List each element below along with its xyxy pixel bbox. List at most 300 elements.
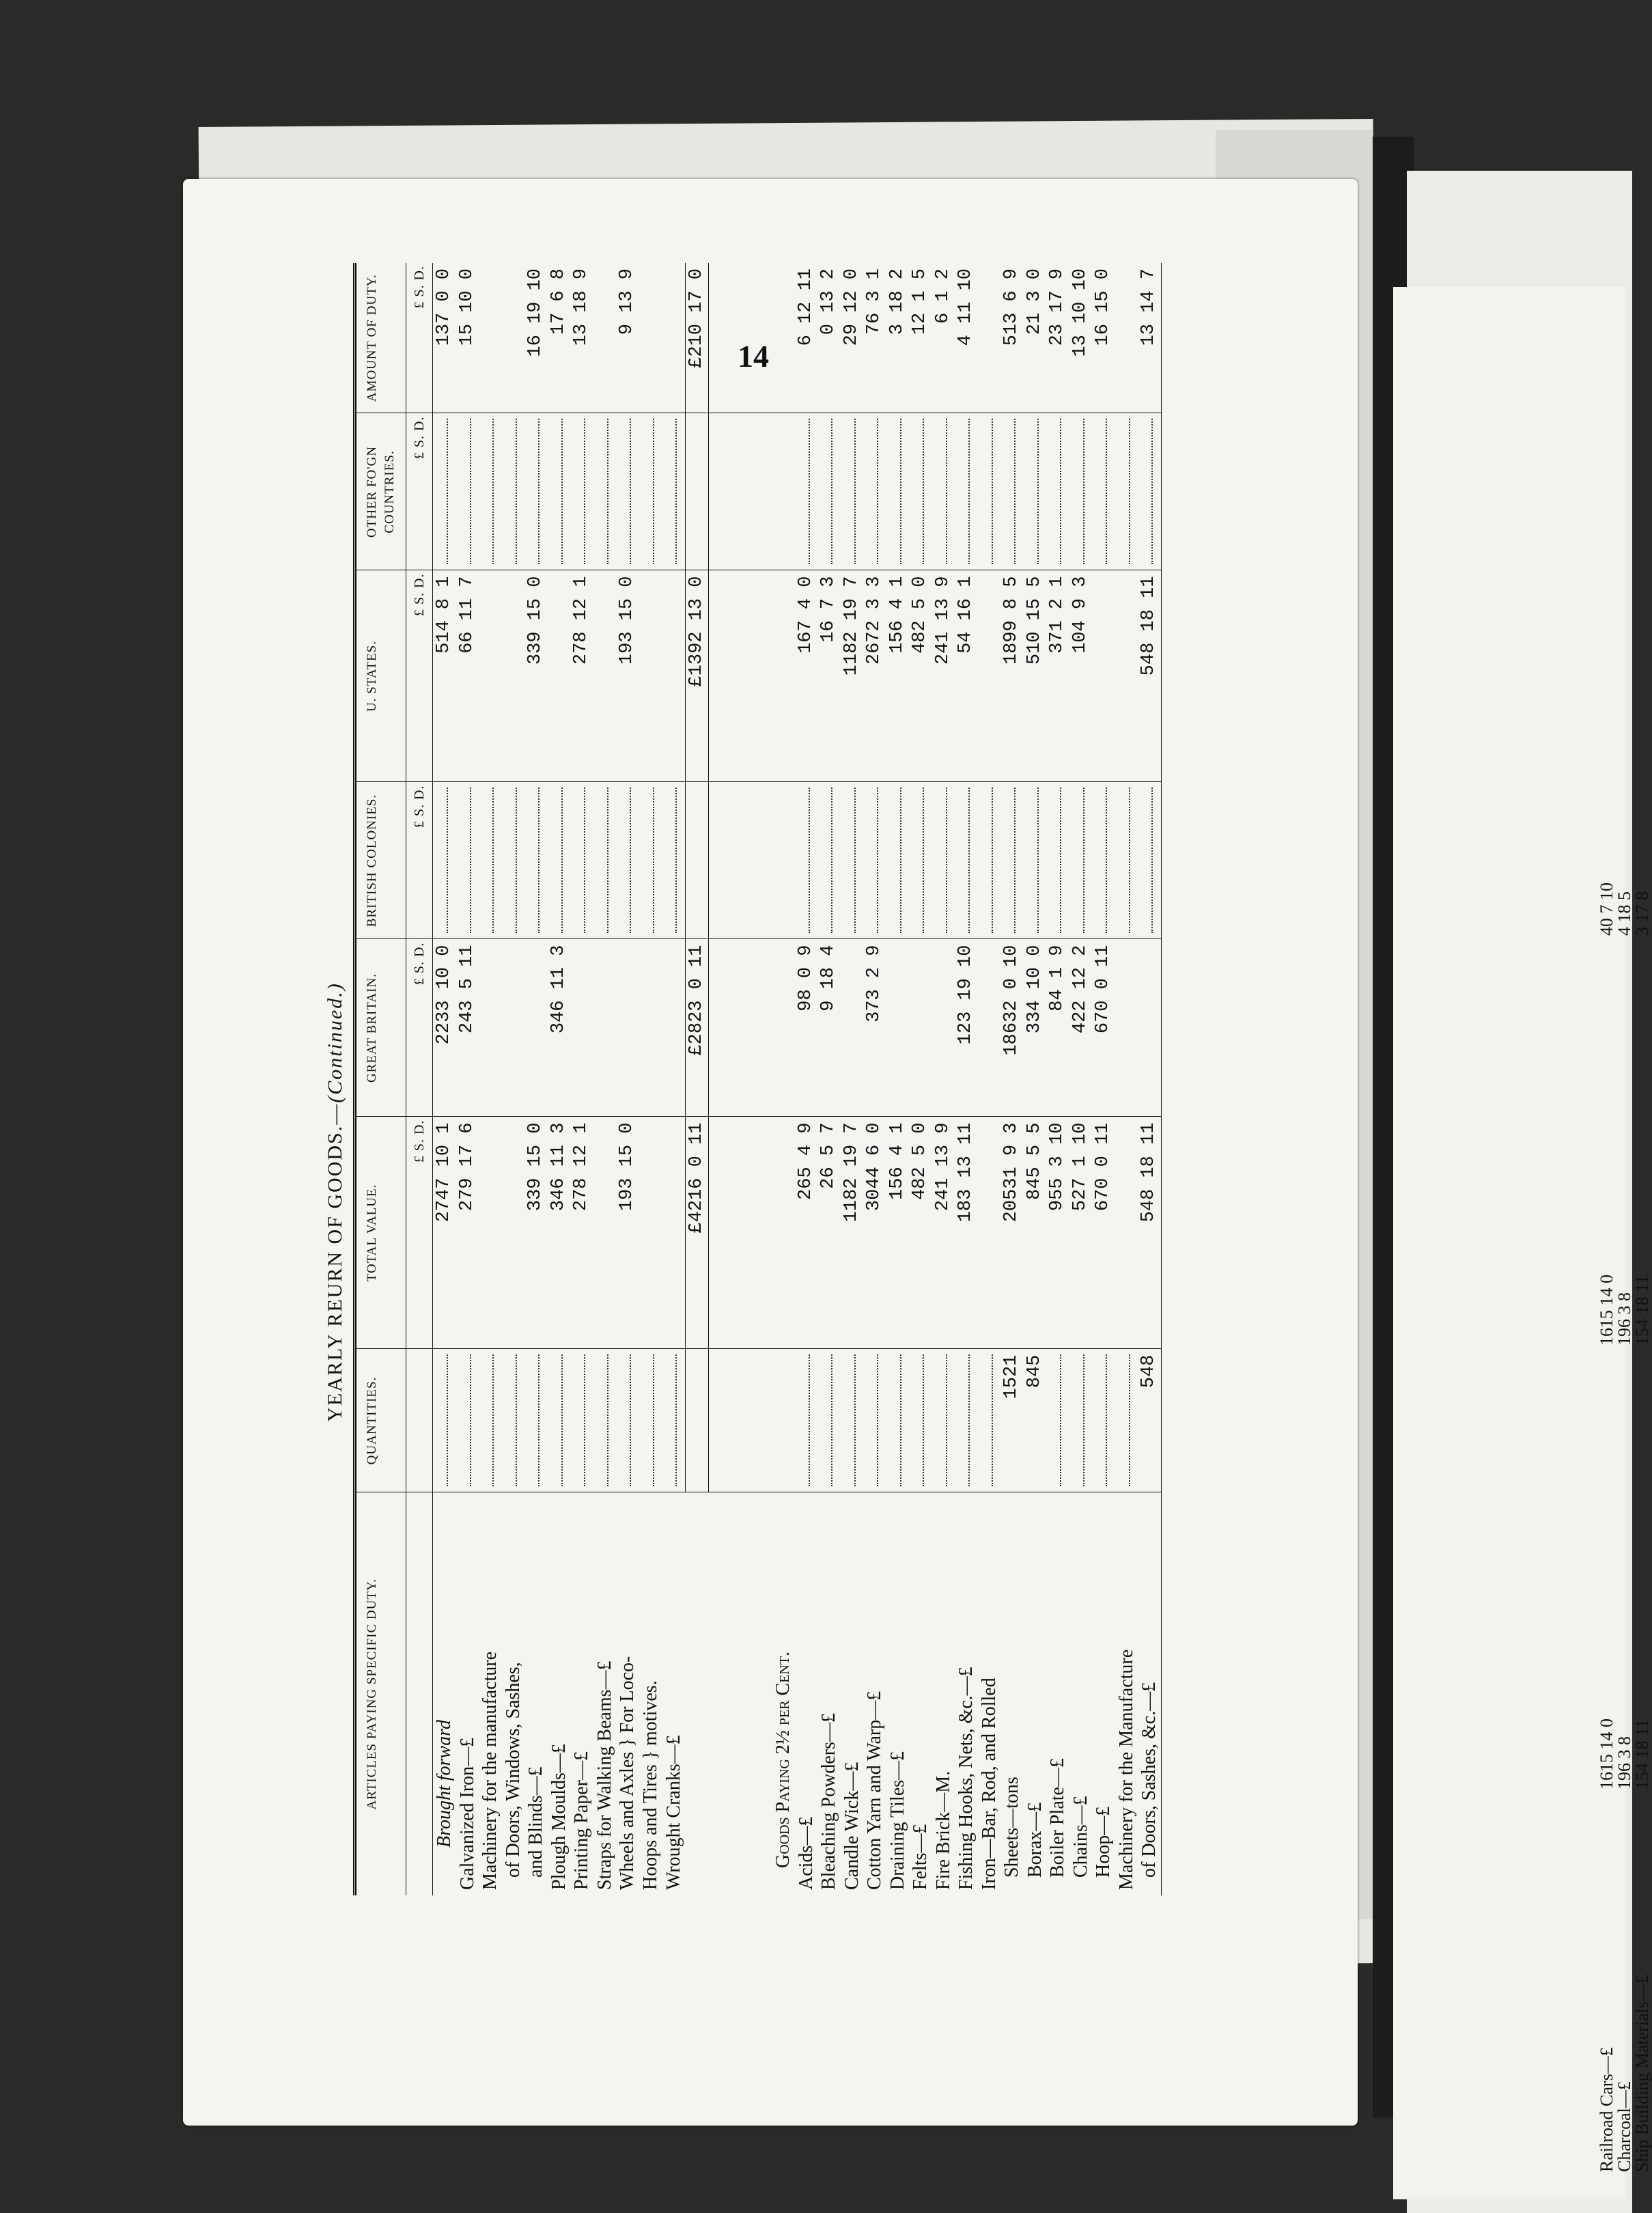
great-britain-cell [932,939,955,1117]
returns-table [353,263,1162,1895]
us-cell: 548 18 11 [1138,570,1161,782]
header-articles: ARTICLES PAYING SPECIFIC DUTY. [355,1492,406,1895]
quantity-cell [502,1349,525,1492]
duty-cell [593,263,617,413]
table-row [1024,263,1047,1895]
table-row [772,263,795,1895]
other-countries-cell [1000,413,1024,570]
us-cell: 66 11 7 [456,570,479,782]
great-britain-cell [502,939,525,1117]
duty-cell: 3 18 2 [886,263,910,413]
header-british-colonies: BRITISH COLONIES. [355,782,406,939]
us-cell: 514 8 1 [433,570,456,782]
table-row [1069,263,1093,1895]
table-row [795,263,818,1895]
great-britain-cell [479,939,502,1117]
us-cell [1092,570,1115,782]
facing-label: Ship Building Materials—£ [1632,1975,1652,2172]
article-label: Fire Brick—M. [932,1770,954,1890]
total-value-cell: 156 4 1 [886,1117,910,1349]
quantity-cell [886,1349,910,1492]
total-value-cell: 265 4 9 [795,1117,818,1349]
quantity-cell [1115,1349,1138,1492]
total-value-cell: 955 3 10 [1046,1117,1069,1349]
other-countries-cell [662,413,685,570]
lsd-label: £ S. D. [406,263,433,413]
quantity-cell [817,1349,841,1492]
british-colonies-cell [772,782,795,939]
duty-cell [1115,263,1138,413]
duty-cell [662,263,685,413]
sub-blank [406,1349,433,1492]
article-label: Felts—£ [910,1824,931,1890]
quantity-cell [1092,1349,1115,1492]
british-colonies-cell [593,782,617,939]
article-label: of Doors, Windows, Sashes, [502,1662,524,1878]
british-colonies-cell [1138,782,1161,939]
duty-cell: 6 1 2 [932,263,955,413]
great-britain-cell: 243 5 11 [456,939,479,1117]
british-colonies-cell [841,782,864,939]
other-countries-cell [1024,413,1047,570]
title-text: YEARLY REURN OF GOODS.— [324,1102,346,1422]
british-colonies-cell [433,782,456,939]
us-cell: 16 7 3 [817,570,841,782]
great-britain-cell: 334 10 0 [1024,939,1047,1117]
duty-cell: 76 3 1 [863,263,886,413]
british-colonies-cell [1069,782,1093,939]
great-britain-cell: 346 11 3 [548,939,571,1117]
facing-label: Charcoal—£ [1614,2081,1634,2172]
duty-cell: 12 1 5 [909,263,932,413]
total-value-cell: 339 15 0 [524,1117,548,1349]
table-row [616,263,639,1895]
article-label: Printing Paper—£ [571,1751,592,1890]
table-row [1092,263,1115,1895]
total-value-cell [1115,1117,1138,1349]
us-cell: £1392 13 0 [685,570,709,782]
bottom-rule [1161,263,1162,1895]
table-row [817,263,841,1895]
quantity-cell [1046,1349,1069,1492]
quantity-cell [616,1349,639,1492]
duty-cell: 137 0 0 [433,263,456,413]
lsd-label: £ S. D. [406,413,433,570]
duty-cell: 9 13 9 [616,263,639,413]
quantity-cell [479,1349,502,1492]
table-row [932,263,955,1895]
british-colonies-cell [1046,782,1069,939]
other-countries-cell [685,413,709,570]
other-countries-cell [502,413,525,570]
table-row [909,263,932,1895]
total-value-cell [639,1117,662,1349]
british-colonies-cell [1000,782,1024,939]
great-britain-cell [909,939,932,1117]
other-countries-cell [1092,413,1115,570]
other-countries-cell [1115,413,1138,570]
facing-duty-value: 4 18 5 [1614,891,1634,936]
total-value-cell: 527 1 10 [1069,1117,1093,1349]
facing-page-line [1634,882,1651,2172]
table-row [1000,263,1024,1895]
table-row [1115,263,1138,1895]
facing-total-value: 154 18 11 [1632,1718,1652,1790]
other-countries-cell [978,413,1001,570]
british-colonies-cell [479,782,502,939]
spacer-cell [740,939,772,1117]
article-label: Straps for Walking Beams—£ [593,1660,615,1890]
article-label: of Doors, Sashes, &c.—£ [1138,1682,1160,1878]
us-cell [479,570,502,782]
other-countries-cell [524,413,548,570]
article-label: Fishing Hooks, Nets, &c.—£ [955,1667,977,1890]
total-value-cell: 2747 10 1 [433,1117,456,1349]
quantity-cell [772,1349,795,1492]
table-row [1046,263,1069,1895]
other-countries-cell [1046,413,1069,570]
article-label: Hoop—£ [1093,1806,1114,1878]
spacer-cell [740,1117,772,1349]
us-cell [593,570,617,782]
total-value-cell [479,1117,502,1349]
quantity-cell [662,1349,685,1492]
article-label: Plough Moulds—£ [548,1744,570,1890]
other-countries-cell [570,413,593,570]
spacer-cell [709,782,741,939]
total-value-cell: 670 0 11 [1092,1117,1115,1349]
other-countries-cell [639,413,662,570]
article-label: Bleaching Powders—£ [818,1713,839,1890]
rotated-table-block [318,266,1216,1895]
spacer-cell [709,939,741,1117]
other-countries-cell [772,413,795,570]
us-cell [639,570,662,782]
us-cell [502,570,525,782]
duty-cell [502,263,525,413]
article-label: Goods Paying 2½ per Cent. [772,1651,794,1868]
british-colonies-cell [886,782,910,939]
total-value-cell [662,1117,685,1349]
article-label: Acids—£ [795,1816,817,1890]
total-value-cell: 346 11 3 [548,1117,571,1349]
quantity-cell [795,1349,818,1492]
spacer-cell [709,263,741,413]
us-cell [978,570,1001,782]
facing-page-inner [1393,287,1625,2199]
other-countries-cell [616,413,639,570]
total-value-cell: 845 5 5 [1024,1117,1047,1349]
facing-us-value: 154 18 11 [1632,1275,1652,1346]
quantity-cell [524,1349,548,1492]
table-row [570,263,593,1895]
article-label: Sheets—tons [1001,1777,1022,1878]
total-value-cell [593,1117,617,1349]
total-value-cell [978,1117,1001,1349]
duty-cell: 13 14 7 [1138,263,1161,413]
total-value-cell [772,1117,795,1349]
total-value-cell: 1182 19 7 [841,1117,864,1349]
great-britain-cell: 9 18 4 [817,939,841,1117]
quantity-cell [456,1349,479,1492]
duty-cell: 13 18 9 [570,263,593,413]
spacer-cell [740,1492,772,1895]
quantity-cell [685,1349,709,1492]
article-label: Cotton Yarn and Warp—£ [864,1690,885,1890]
quantity-cell [570,1349,593,1492]
great-britain-cell: 373 2 9 [863,939,886,1117]
great-britain-cell: 670 0 11 [1092,939,1115,1117]
article-label: Hoops and Tires } motives. [639,1680,661,1890]
facing-total-value: 196 3 8 [1614,1736,1634,1790]
british-colonies-cell [795,782,818,939]
spacer-cell [709,570,741,782]
us-cell: 278 12 1 [570,570,593,782]
quantity-cell: 845 [1024,1349,1047,1492]
duty-cell [978,263,1001,413]
quantity-cell [1069,1349,1093,1492]
duty-cell: 16 19 10 [524,263,548,413]
total-value-cell: 26 5 7 [817,1117,841,1349]
table-row [863,263,886,1895]
table-row [685,263,709,1895]
quantity-cell [932,1349,955,1492]
table-row [524,263,548,1895]
quantity-cell [909,1349,932,1492]
other-countries-cell [817,413,841,570]
us-cell: 371 2 1 [1046,570,1069,782]
us-cell: 1182 19 7 [841,570,864,782]
great-britain-cell [662,939,685,1117]
table-row [502,263,525,1895]
table-row [593,263,617,1895]
facing-label: Railroad Cars—£ [1597,2047,1616,2172]
us-cell: 339 15 0 [524,570,548,782]
total-value-cell: 183 13 11 [955,1117,978,1349]
british-colonies-cell [685,782,709,939]
british-colonies-cell [524,782,548,939]
other-countries-cell [1138,413,1161,570]
article-label: Boiler Plate—£ [1047,1758,1068,1878]
us-cell: 54 16 1 [955,570,978,782]
other-countries-cell [548,413,571,570]
duty-cell [479,263,502,413]
duty-cell: £210 17 0 [685,263,709,413]
great-britain-cell [886,939,910,1117]
great-britain-cell: 422 12 2 [1069,939,1093,1117]
article-label: Borax—£ [1024,1802,1046,1878]
total-value-cell: 241 13 9 [932,1117,955,1349]
article-label: Galvanized Iron—£ [456,1737,478,1890]
total-value-cell [502,1117,525,1349]
total-value-cell: 482 5 0 [909,1117,932,1349]
article-label: Iron—Bar, Rod, and Rolled [978,1678,1000,1890]
table-row [955,263,978,1895]
duty-cell: 4 11 10 [955,263,978,413]
spacer-cell [740,263,772,413]
duty-cell: 0 13 2 [817,263,841,413]
great-britain-cell [639,939,662,1117]
us-cell [1115,570,1138,782]
table-row [1138,263,1161,1895]
great-britain-cell [772,939,795,1117]
duty-cell: 23 17 9 [1046,263,1069,413]
other-countries-cell [886,413,910,570]
other-countries-cell [955,413,978,570]
british-colonies-cell [817,782,841,939]
british-colonies-cell [955,782,978,939]
great-britain-cell: 123 19 10 [955,939,978,1117]
british-colonies-cell [639,782,662,939]
other-countries-cell [479,413,502,570]
great-britain-cell: £2823 0 11 [685,939,709,1117]
us-cell [772,570,795,782]
article-label: Chains—£ [1069,1796,1091,1878]
great-britain-cell [616,939,639,1117]
british-colonies-cell [932,782,955,939]
other-countries-cell [593,413,617,570]
duty-cell: 513 6 9 [1000,263,1024,413]
table-body [433,263,1162,1895]
quantity-cell [433,1349,456,1492]
great-britain-cell [524,939,548,1117]
total-value-cell: 193 15 0 [616,1117,639,1349]
other-countries-cell [433,413,456,570]
duty-cell: 13 10 10 [1069,263,1093,413]
us-cell: 167 4 0 [795,570,818,782]
other-countries-cell [863,413,886,570]
us-cell: 156 4 1 [886,570,910,782]
spacer-cell [740,570,772,782]
facing-duty-value: 40 7 10 [1597,882,1616,936]
total-value-cell: 278 12 1 [570,1117,593,1349]
header-quantities: QUANTITIES. [355,1349,406,1492]
header-other-countries: OTHER FO'GN COUNTRIES. [355,413,406,570]
total-value-cell: 3044 6 0 [863,1117,886,1349]
table-row [886,263,910,1895]
title-suffix: (Continued.) [324,982,346,1103]
facing-page-text [1598,882,1651,2172]
total-value-cell: 548 18 11 [1138,1117,1161,1349]
table-row [662,263,685,1895]
quantity-cell: 548 [1138,1349,1161,1492]
table-row [978,263,1001,1895]
us-cell: 241 13 9 [932,570,955,782]
great-britain-cell [593,939,617,1117]
great-britain-cell [841,939,864,1117]
other-countries-cell [456,413,479,570]
facing-us-value: 1615 14 0 [1597,1275,1616,1346]
facing-duty-value: 3 17 8 [1632,891,1652,936]
quantity-cell [863,1349,886,1492]
spacer-cell [709,1349,741,1492]
document-title [318,406,353,1998]
sub-blank [406,1492,433,1895]
british-colonies-cell [456,782,479,939]
article-label: Draining Tiles—£ [886,1751,908,1890]
quantity-cell [593,1349,617,1492]
great-britain-cell: 98 0 9 [795,939,818,1117]
facing-total-value: 1615 14 0 [1597,1718,1616,1790]
quantity-cell [955,1349,978,1492]
other-countries-cell [909,413,932,570]
table-row [548,263,571,1895]
us-cell: 104 9 3 [1069,570,1093,782]
great-britain-cell [978,939,1001,1117]
us-cell [662,570,685,782]
british-colonies-cell [978,782,1001,939]
article-label: Machinery for the manufacture [479,1651,501,1890]
great-britain-cell: 84 1 9 [1046,939,1069,1117]
other-countries-cell [795,413,818,570]
great-britain-cell [570,939,593,1117]
british-colonies-cell [1024,782,1047,939]
spacer-cell [709,1492,741,1895]
table-row [433,263,456,1895]
great-britain-cell [1138,939,1161,1117]
spacer-cell [740,782,772,939]
article-label: Machinery for the Manufacture [1115,1649,1137,1890]
spacer-row [740,263,772,1895]
facing-page-line [1616,882,1634,2172]
great-britain-cell: 2233 10 0 [433,939,456,1117]
us-cell [548,570,571,782]
british-colonies-cell [616,782,639,939]
total-value-cell: 279 17 6 [456,1117,479,1349]
bottom-rule-row [1161,263,1162,1895]
duty-cell [639,263,662,413]
british-colonies-cell [1092,782,1115,939]
duty-cell: 17 6 8 [548,263,571,413]
total-value-cell: £4216 0 11 [685,1117,709,1349]
article-label: Wrought Cranks—£ [662,1735,684,1890]
spacer-row [709,263,741,1895]
header-total-value: TOTAL VALUE. [355,1117,406,1349]
total-value-cell: 20531 9 3 [1000,1117,1024,1349]
quantity-cell [978,1349,1001,1492]
british-colonies-cell [909,782,932,939]
spacer-cell [740,1349,772,1492]
lsd-label: £ S. D. [406,1117,433,1349]
article-label: Candle Wick—£ [841,1762,863,1890]
quantity-cell [841,1349,864,1492]
british-colonies-cell [1115,782,1138,939]
page-number: 14 [738,339,769,374]
british-colonies-cell [863,782,886,939]
great-britain-cell [1115,939,1138,1117]
header-amount-duty: AMOUNT OF DUTY. [355,263,406,413]
british-colonies-cell [662,782,685,939]
spacer-cell [709,413,741,570]
us-cell: 510 15 5 [1024,570,1047,782]
article-label [685,1492,709,1895]
us-cell: 482 5 0 [909,570,932,782]
great-britain-cell: 18632 0 10 [1000,939,1024,1117]
duty-cell: 6 12 11 [795,263,818,413]
header-us: U. STATES. [355,570,406,782]
duty-cell [772,263,795,413]
british-colonies-cell [502,782,525,939]
us-cell: 1899 8 5 [1000,570,1024,782]
table-row [456,263,479,1895]
article-label: Brought forward [434,1720,455,1848]
duty-cell: 15 10 0 [456,263,479,413]
other-countries-cell [841,413,864,570]
header-great-britain: GREAT BRITAIN. [355,939,406,1117]
facing-page-line [1598,882,1616,2172]
quantity-cell: 1521 [1000,1349,1024,1492]
us-cell: 193 15 0 [616,570,639,782]
